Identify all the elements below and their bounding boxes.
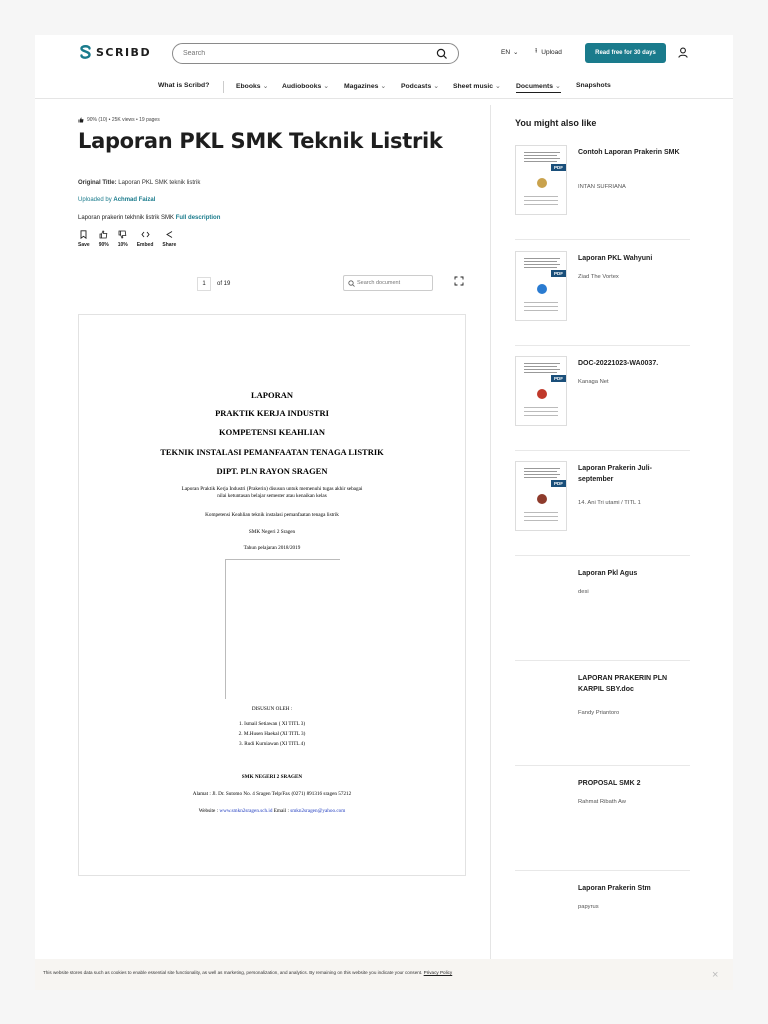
- upvote-label: 90%: [98, 242, 109, 248]
- original-title-value: Laporan PKL SMK teknik listrik: [118, 180, 201, 186]
- upload-label: Upload: [541, 49, 562, 56]
- card-author: Ziad The Vortex: [578, 274, 619, 280]
- doc-paragraph-2: Kompetensi Keahlian teknik instalasi pemanfaatan tenaga listrik: [205, 512, 339, 518]
- recommendation-card[interactable]: [515, 241, 690, 346]
- upvote-button[interactable]: [99, 230, 109, 248]
- thumbnail-line: [524, 302, 558, 303]
- thumbnail-line: [524, 415, 558, 416]
- thumbnail-emblem: [537, 389, 547, 399]
- top-bar: [35, 35, 733, 71]
- recommendation-card[interactable]: [515, 451, 690, 556]
- pdf-badge: PDF: [551, 270, 566, 277]
- thumbnail-line: [524, 477, 557, 478]
- thumbnail-line: [524, 161, 557, 162]
- scribd-logo-icon: [79, 44, 92, 60]
- original-title-label: Original Title:: [78, 180, 117, 186]
- recommendation-card[interactable]: [515, 135, 690, 240]
- thumbnail-line: [524, 468, 560, 469]
- website-label: Website :: [198, 808, 220, 814]
- thumbnail-line: [524, 471, 557, 472]
- thumbnail-line: [524, 407, 558, 408]
- page-title: Laporan PKL SMK Teknik Listrik: [78, 129, 443, 153]
- scribd-logo[interactable]: [79, 44, 151, 60]
- thumbnail-line: [524, 155, 557, 156]
- doc-paragraph-4: Tahun pelajaran 2018/2019: [243, 545, 301, 551]
- privacy-policy-link[interactable]: Privacy Policy: [423, 970, 453, 975]
- card-title[interactable]: PROPOSAL SMK 2: [578, 780, 641, 787]
- thumbnail-line: [524, 152, 560, 153]
- card-title[interactable]: Laporan PKL Wahyuni: [578, 255, 653, 262]
- thumbnail-line: [524, 196, 558, 197]
- doc-meta: [78, 117, 160, 123]
- card-author: Kanaga Net: [578, 379, 609, 385]
- action-bar: [78, 230, 176, 248]
- thumbs-down-icon: [118, 230, 127, 239]
- search-bar[interactable]: [172, 43, 459, 64]
- code-icon: [141, 230, 150, 239]
- language-label: EN: [501, 48, 511, 56]
- uploader-link[interactable]: Achmad Faizal: [113, 197, 156, 203]
- card-author: INTAN SUFRIANA: [578, 184, 626, 190]
- sidebar-heading: You might also like: [515, 118, 597, 128]
- logo-text: SCRIBD: [96, 45, 152, 59]
- card-title[interactable]: Laporan Prakerin Stm: [578, 885, 651, 892]
- thumbnail-line: [524, 369, 560, 370]
- thumbnail-line: [524, 512, 558, 513]
- page: [35, 35, 733, 990]
- page-total: of 19: [217, 281, 231, 287]
- document-thumbnail: [515, 145, 567, 215]
- doc-meta-text: 90% (10) • 25K views • 19 pages: [87, 117, 160, 123]
- card-author: papyrus: [578, 904, 599, 910]
- thumbnail-line: [524, 261, 557, 262]
- card-title[interactable]: LAPORAN PRAKERIN PLN KARPIL SBY.doc: [578, 675, 668, 693]
- thumbnail-line: [524, 267, 557, 268]
- thumbnail-line: [524, 520, 558, 521]
- document-viewer[interactable]: [78, 314, 466, 876]
- uploader: [78, 197, 155, 203]
- share-button[interactable]: [162, 230, 176, 248]
- document-thumbnail: [515, 251, 567, 321]
- page-navigator: [197, 277, 230, 291]
- description: [78, 215, 220, 221]
- pdf-badge: PDF: [551, 375, 566, 382]
- doc-heading-1: LAPORAN: [250, 390, 294, 400]
- full-description-link[interactable]: Full description: [175, 215, 221, 221]
- page-number-input[interactable]: 1: [197, 277, 211, 291]
- category-nav: [35, 75, 733, 99]
- pdf-badge: PDF: [551, 164, 566, 171]
- user-icon[interactable]: [676, 46, 690, 60]
- upload-icon: ⭱: [535, 48, 538, 55]
- cookie-banner: [35, 959, 733, 990]
- nav-audiobooks[interactable]: Audiobooks ⌄: [282, 83, 329, 90]
- recommendation-card[interactable]: [515, 766, 690, 871]
- disusun-label: DISUSUN OLEH :: [251, 706, 293, 712]
- doc-heading-3: KOMPETENSI KEAHLIAN: [218, 427, 326, 437]
- close-icon[interactable]: ×: [712, 969, 719, 981]
- nav-magazines[interactable]: Magazines ⌄: [344, 83, 387, 90]
- nav-what-is-scribd[interactable]: What is Scribd?: [158, 82, 210, 89]
- email-label: Email :: [272, 808, 291, 814]
- recommendation-card[interactable]: [515, 346, 690, 451]
- thumbnail-line: [524, 204, 558, 205]
- thumbs-up-icon: [99, 230, 108, 239]
- document-thumbnail: [515, 461, 567, 531]
- logo-placeholder-frame: [225, 559, 340, 699]
- original-title: [78, 180, 200, 186]
- nav-snapshots[interactable]: Snapshots: [576, 82, 611, 89]
- thumbnail-line: [524, 372, 557, 373]
- nav-podcasts[interactable]: Podcasts ⌄: [401, 83, 439, 90]
- recommendation-card[interactable]: [515, 556, 690, 661]
- thumbs-up-icon: [78, 117, 84, 123]
- search-icon[interactable]: [436, 48, 448, 60]
- doc-heading-4: TEKNIK INSTALASI PEMANFAATAN TENAGA LISTRIK: [160, 447, 384, 457]
- card-title[interactable]: Contoh Laporan Prakerin SMK: [578, 149, 680, 156]
- thumbnail-line: [524, 310, 558, 311]
- doc-paragraph-3: SMK Negeri 2 Sragen: [248, 529, 296, 535]
- thumbnail-emblem: [537, 284, 547, 294]
- uploaded-by-label: Uploaded by: [78, 197, 112, 203]
- thumbnail-line: [524, 158, 560, 159]
- card-author: desi: [578, 589, 589, 595]
- cookie-text: [43, 970, 452, 975]
- website-link[interactable]: www.smkn2sragen.sch.id: [219, 808, 273, 814]
- card-title[interactable]: DOC-20221023-WA0037.: [578, 360, 659, 367]
- school-name: SMK NEGERI 2 SRAGEN: [241, 774, 303, 780]
- thumbnail-line: [524, 366, 557, 367]
- bookmark-icon: [79, 230, 88, 239]
- document-search-input[interactable]: [357, 280, 428, 286]
- description-text: Laporan prakerin tekhnik listrik SMK: [78, 215, 175, 221]
- thumbnail-line: [524, 306, 558, 307]
- doc-paragraph-1a: Laporan Praktik Kerja Industri (Prakerin) disusun untuk memenuhi tugas akhir sebagai: [181, 486, 363, 492]
- sidebar-divider: [490, 105, 491, 990]
- downvote-label: 10%: [117, 242, 128, 248]
- language-selector[interactable]: [501, 48, 518, 56]
- email-link[interactable]: smkn2sragen@yahoo.com: [290, 808, 346, 814]
- downvote-button[interactable]: [118, 230, 128, 248]
- nav-divider: [223, 81, 224, 93]
- doc-paragraph-1b: nilai ketuntasan belajar semester atau kenaikan kelas: [217, 493, 327, 499]
- author-2: 2. M.Husen Haekal (XI TITL 3): [238, 731, 306, 737]
- thumbnail-line: [524, 200, 558, 201]
- thumbnail-line: [524, 474, 560, 475]
- chevron-down-icon: ⌄: [513, 49, 519, 56]
- doc-heading-2: PRAKTIK KERJA INDUSTRI: [215, 408, 329, 418]
- share-label: Share: [162, 242, 177, 248]
- search-input[interactable]: [183, 50, 436, 57]
- share-icon: [165, 230, 174, 239]
- save-label: Save: [78, 242, 90, 248]
- nav-ebooks[interactable]: Ebooks ⌄: [236, 83, 269, 90]
- upload-button[interactable]: [535, 47, 562, 58]
- card-title[interactable]: Laporan Pkl Agus: [578, 570, 638, 577]
- thumbnail-line: [524, 258, 560, 259]
- card-title[interactable]: Laporan Prakerin Juli-september: [578, 465, 652, 483]
- thumbnail-emblem: [537, 178, 547, 188]
- thumbnail-line: [524, 363, 560, 364]
- doc-heading-5: DIPT. PLN RAYON SRAGEN: [216, 466, 328, 476]
- recommendation-card[interactable]: [515, 661, 690, 766]
- document-thumbnail: [515, 356, 567, 426]
- author-3: 3. Rudi Kurniawan (XI TITL 4): [239, 741, 305, 747]
- read-free-button[interactable]: Read free for 30 days: [585, 43, 666, 63]
- embed-button[interactable]: [137, 230, 154, 248]
- thumbnail-line: [524, 411, 558, 412]
- thumbnail-emblem: [537, 494, 547, 504]
- thumbnail-line: [524, 516, 558, 517]
- card-author: Fandy Priantoro: [578, 710, 620, 716]
- school-contact: [79, 808, 465, 814]
- nav-documents[interactable]: Documents ⌄: [516, 82, 561, 93]
- embed-label: Embed: [136, 242, 154, 248]
- search-icon: [348, 280, 355, 287]
- nav-sheet-music[interactable]: Sheet music ⌄: [453, 83, 501, 90]
- card-author: Rahmat Ribath Aw: [578, 799, 626, 805]
- author-1: 1. Ismail Setiawan ( XI TITL 3): [238, 721, 306, 727]
- save-button[interactable]: [78, 230, 90, 248]
- fullscreen-icon[interactable]: [454, 276, 464, 286]
- card-author: 14. Ani Tri utami / TITL 1: [578, 500, 641, 506]
- cookie-message: This website stores data such as cookies to enable essential site functionality, as well as marketing, personalization, and analytics. By remaining on this website you indicate your consent.: [43, 970, 423, 975]
- school-address: Alamat : Jl. Dr. Sutomo No. 4 Sragen Telp/Fax (0271) 891316 sragen 57212: [192, 791, 352, 797]
- pdf-badge: PDF: [551, 480, 566, 487]
- document-search[interactable]: [343, 275, 433, 291]
- thumbnail-line: [524, 264, 560, 265]
